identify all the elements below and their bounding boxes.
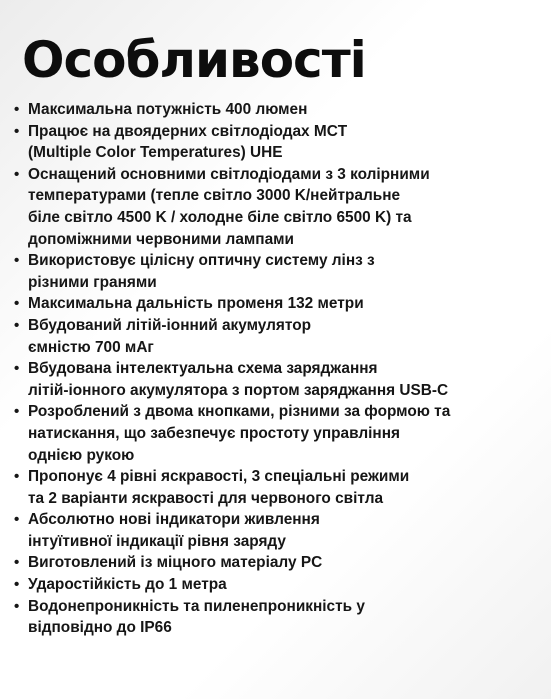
feature-text: Вбудована інтелектуальна схема заряджання літій-іонного акумулятора з портом заряджання USB-C xyxy=(28,360,449,399)
bullet-icon: • xyxy=(14,316,20,334)
feature-text: Водонепроникність та пиленепроникність у відповідно до IP66 xyxy=(28,597,365,637)
page-title: Особливості xyxy=(22,31,366,89)
bullet-icon: • xyxy=(14,165,20,183)
feature-text: Пропонує 4 рівні яскравості, 3 спеціальні режими та 2 варіанти яскравості для червоного світла xyxy=(28,468,410,507)
feature-list xyxy=(14,99,546,639)
feature-text: Працює на двоядерних світлодіодах MCT (Multiple Color Temperatures) UHE xyxy=(28,122,348,162)
feature-text: Оснащений основними світлодіодами з 3 колірними температурами (тепле світло 3000 K/нейтральне біле світло 4500 K / холодне біле світло 6500 K) та допоміжними червоними лампами xyxy=(28,165,430,248)
bullet-icon: • xyxy=(14,511,20,529)
feature-text: Ударостійкість до 1 метра xyxy=(28,576,227,594)
bullet-icon: • xyxy=(14,576,20,594)
bullet-icon: • xyxy=(14,468,20,486)
feature-item xyxy=(14,315,546,358)
bullet-icon: • xyxy=(14,295,20,313)
feature-item xyxy=(14,596,546,639)
feature-item xyxy=(14,574,546,596)
feature-item xyxy=(14,358,546,401)
feature-item xyxy=(14,164,546,250)
feature-item xyxy=(14,99,546,121)
feature-item xyxy=(14,509,546,552)
feature-item xyxy=(14,293,546,315)
bullet-icon: • xyxy=(14,597,20,615)
feature-item xyxy=(14,552,546,574)
bullet-icon: • xyxy=(14,252,20,270)
feature-text: Розроблений з двома кнопками, різними за формою та натискання, що забезпечує простоту управління однією рукою xyxy=(28,403,451,464)
feature-text: Абсолютно нові індикатори живлення інтуїтивної індикації рівня заряду xyxy=(28,511,320,550)
bullet-icon: • xyxy=(14,360,20,378)
bullet-icon: • xyxy=(14,122,20,140)
feature-item xyxy=(14,121,546,164)
feature-item xyxy=(14,250,546,293)
feature-text: Вбудований літій-іонний акумулятор ємністю 700 мАг xyxy=(28,316,312,356)
bullet-icon: • xyxy=(14,403,20,421)
feature-text: Максимальна потужність 400 люмен xyxy=(28,101,308,118)
bullet-icon: • xyxy=(14,554,20,572)
feature-item xyxy=(14,466,546,509)
feature-text: Максимальна дальність променя 132 метри xyxy=(28,295,364,313)
bullet-icon: • xyxy=(14,101,20,118)
feature-text: Виготовлений із міцного матеріалу PC xyxy=(28,554,323,572)
feature-text: Використовує цілісну оптичну систему лінз з різними гранями xyxy=(28,252,375,291)
feature-item xyxy=(14,401,546,466)
